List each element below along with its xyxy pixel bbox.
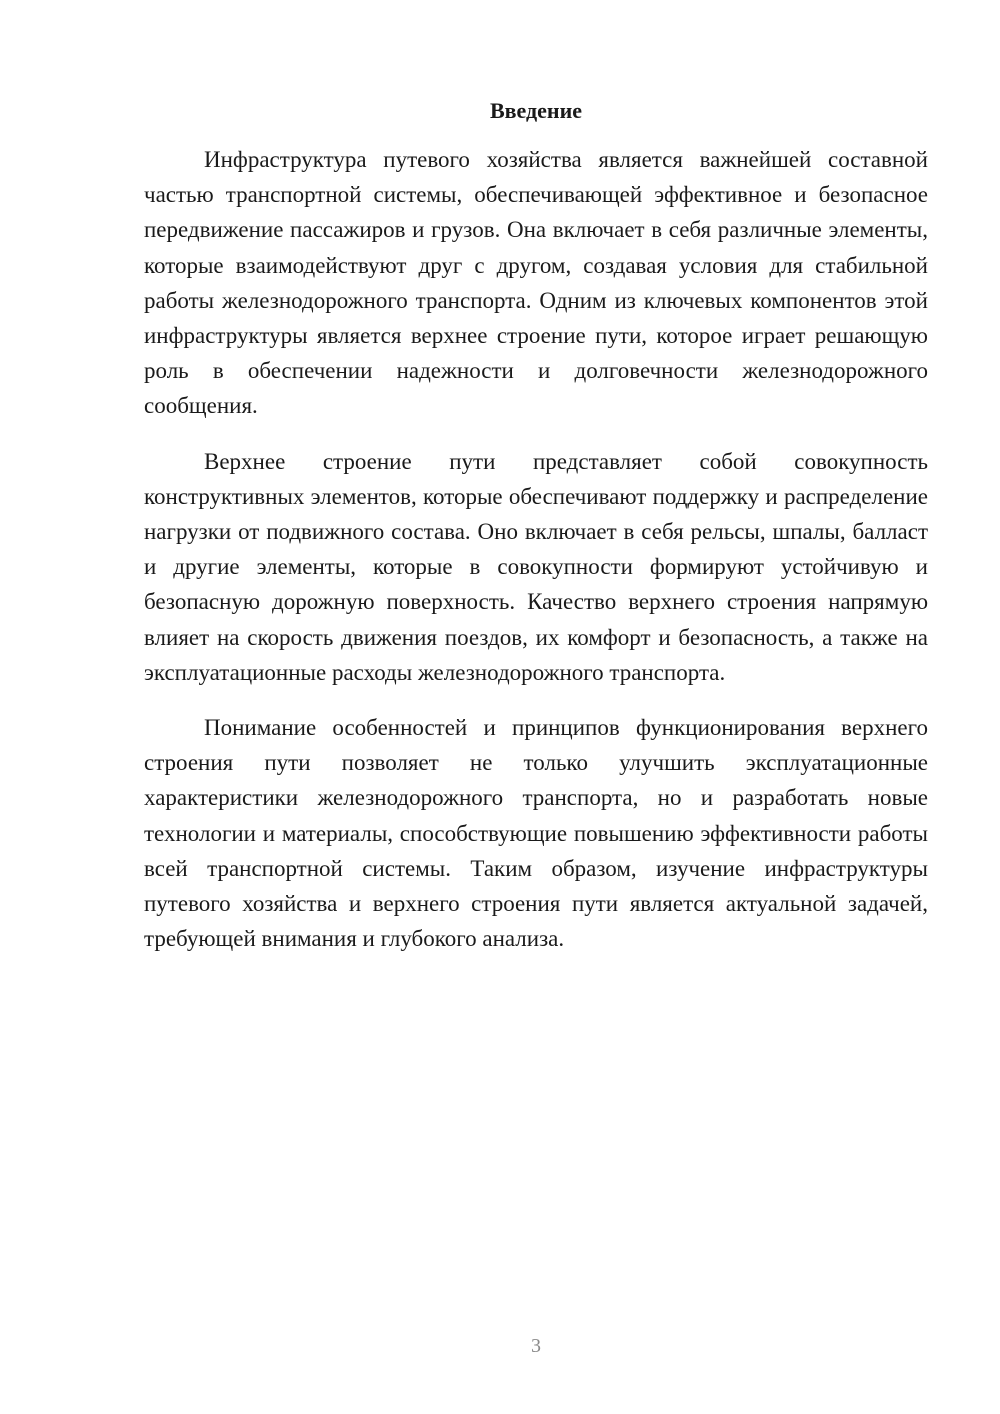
paragraph-3: Понимание особенностей и принципов функционирования верхнего строения пути позволяет не только улучшить эксплуатационные характеристики железнодорожного транспорта, но и разработать новые технологии и материалы, способствующие повышению эффективности работы всей транспортной системы. Таким образом, изучение инфраструктуры путевого хозяйства и верхнего строения пути является актуальной задачей, требующей внимания и глубокого анализа. xyxy=(144,715,928,952)
section-heading: Введение xyxy=(489,98,583,123)
paragraph-1: Инфраструктура путевого хозяйства является важнейшей составной частью транспортной системы, обеспечивающей эффективное и безопасное передвижение пассажиров и грузов. Она включает в себя различные элементы, которые взаимодействуют друг с другом, создавая условия для стабильной работы железнодорожного транспорта. Одним из ключевых компонентов этой инфраструктуры является верхнее строение пути, которое играет решающую роль в обеспечении надежности и долговечности железнодорожного сообщения. xyxy=(144,147,928,419)
page-number: 3 xyxy=(531,1335,541,1357)
body-text xyxy=(144,142,928,976)
paragraph-2: Верхнее строение пути представляет собой совокупность конструктивных элементов, которые обеспечивают поддержку и распределение нагрузки от подвижного состава. Оно включает в себя рельсы, шпалы, балласт и другие элементы, которые в совокупности формируют устойчивую и безопасную дорожную поверхность. Качество верхнего строения напрямую влияет на скорость движения поездов, их комфорт и безопасность, а также на эксплуатационные расходы железнодорожного транспорта. xyxy=(144,448,928,685)
